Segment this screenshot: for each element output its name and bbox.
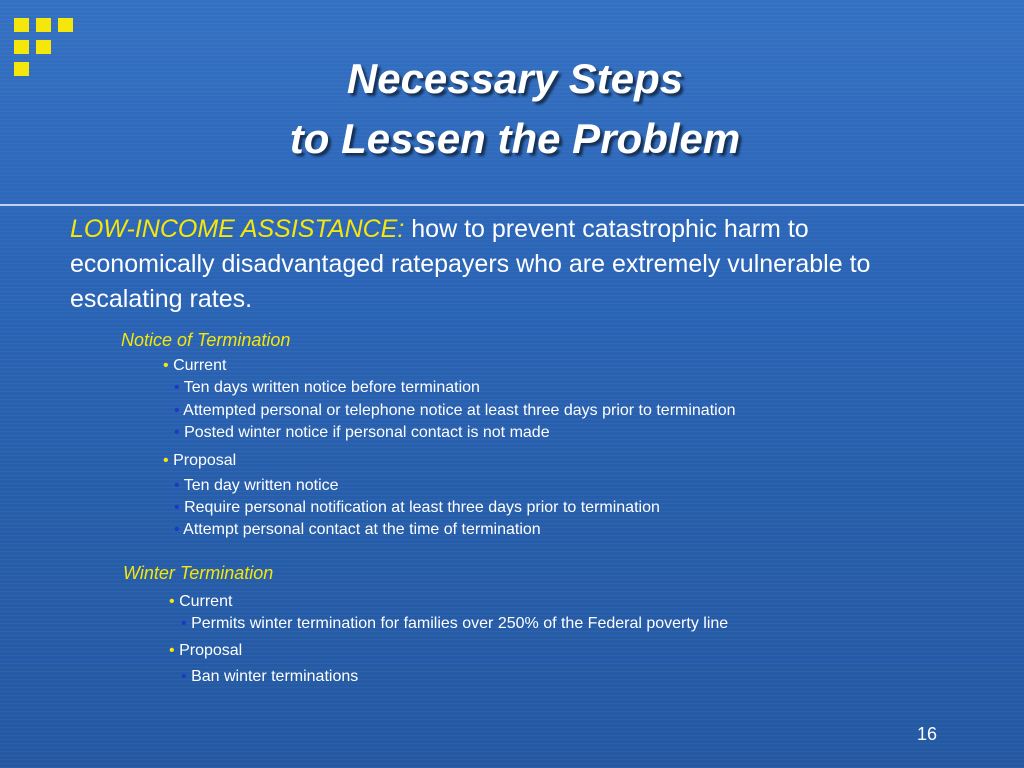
list-item: • Ten days written notice before termination — [174, 379, 480, 396]
bullet-icon: • — [163, 452, 169, 469]
list-item: • Permits winter termination for families over 250% of the Federal poverty line — [181, 615, 729, 632]
list-item: • Attempted personal or telephone notice at least three days prior to termination — [174, 402, 736, 419]
list-item: • Require personal notification at least three days prior to termination — [174, 499, 660, 516]
list-item: • Ban winter terminations — [181, 668, 359, 685]
list-item: • Posted winter notice if personal contact is not made — [174, 424, 550, 441]
slide-title-line-1: Necessary Steps — [346, 55, 684, 102]
bullet-icon: • — [174, 379, 180, 396]
section-heading: Notice of Termination — [121, 330, 291, 350]
title-divider — [0, 204, 1024, 206]
bullet-icon: • — [174, 477, 180, 494]
bullet-icon: • — [174, 424, 180, 441]
group-label: • Current — [169, 593, 233, 610]
bullet-icon: • — [163, 357, 169, 374]
group-label: • Current — [163, 357, 227, 374]
bullet-icon: • — [174, 402, 180, 419]
bullet-icon: • — [174, 521, 180, 538]
intro-lead: LOW-INCOME ASSISTANCE: — [70, 215, 405, 243]
list-item: • Attempt personal contact at the time of termination — [174, 521, 541, 538]
intro-paragraph — [70, 212, 950, 317]
bullet-icon: • — [181, 615, 187, 632]
group-label: • Proposal — [163, 452, 237, 469]
list-item: • Ten day written notice — [174, 477, 339, 494]
section-heading: Winter Termination — [123, 563, 274, 583]
page-number: 16 — [916, 724, 937, 744]
bullet-icon: • — [169, 642, 175, 659]
bullet-icon: • — [169, 593, 175, 610]
bullet-icon: • — [174, 499, 180, 516]
slide-title-line-2: to Lessen the Problem — [289, 115, 741, 162]
group-label: • Proposal — [169, 642, 243, 659]
intro-text: how to prevent catastrophic harm to economically disadvantaged ratepayers who are extremely vulnerable to escalating rates. — [70, 215, 871, 313]
bullet-icon: • — [181, 668, 187, 685]
